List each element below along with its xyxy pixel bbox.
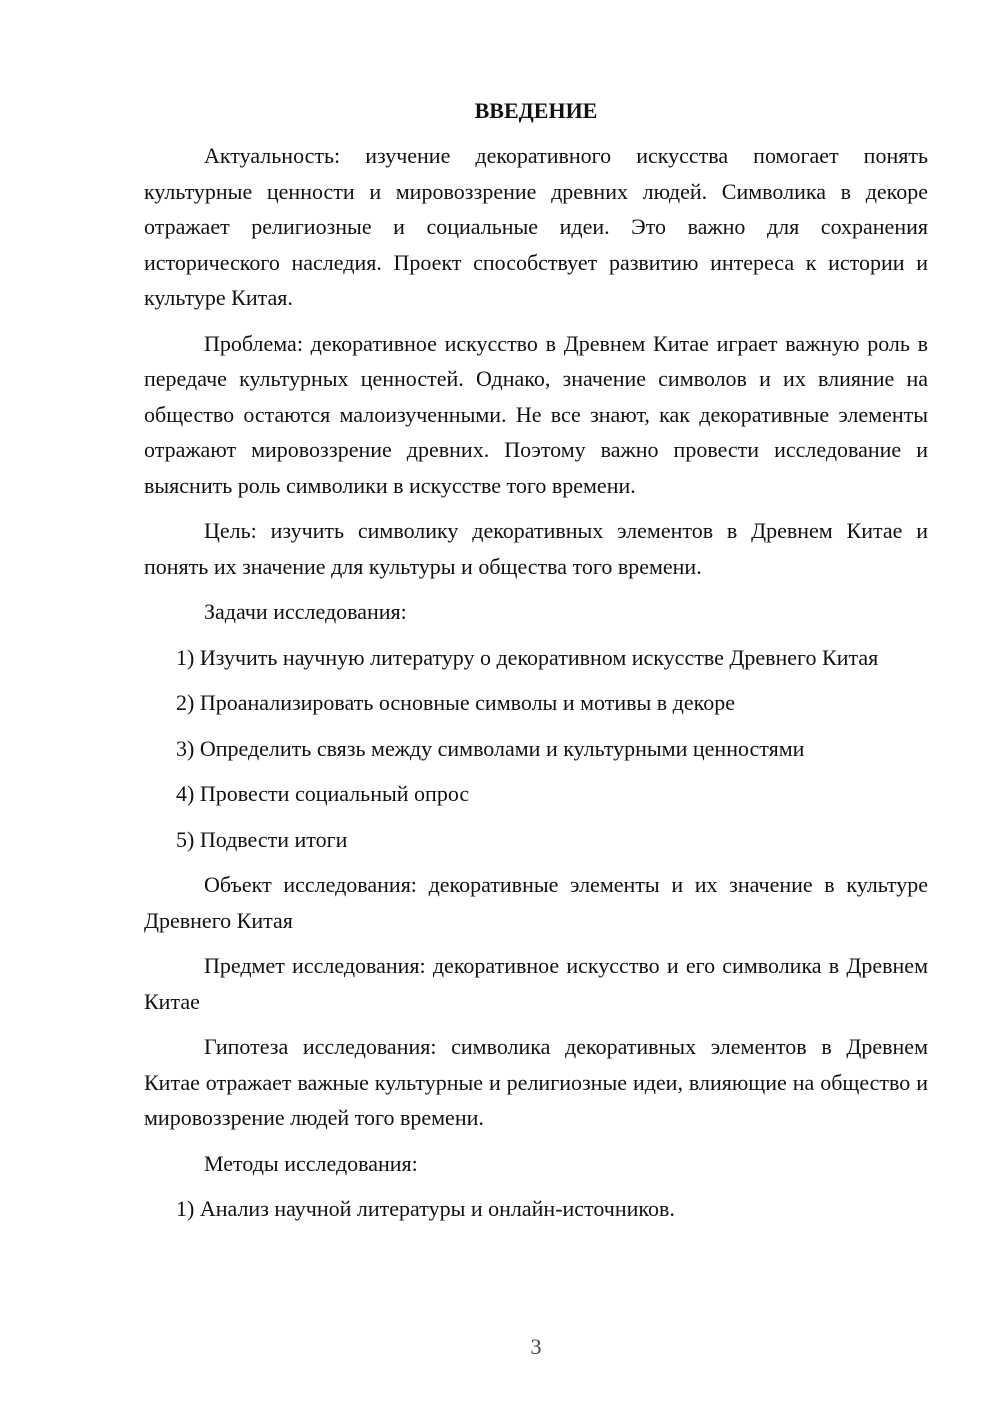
subject-paragraph: Предмет исследования: декоративное искусство и его символика в Древнем Китае — [144, 953, 928, 1014]
hypothesis-paragraph: Гипотеза исследования: символика декоративных элементов в Древнем Китае отражает важные культурные и религиозные идеи, влияющие на общество и мировоззрение людей того времени. — [144, 1034, 928, 1130]
task-item: 4) Провести социальный опрос — [176, 781, 470, 806]
task-item: 3) Определить связь между символами и культурными ценностями — [176, 735, 805, 761]
problem-paragraph: Проблема: декоративное искусство в Древнем Китае играет важную роль в передаче культурных ценностей. Однако, значение символов и их влияние на общество остаются малоизученными. Не все знают, как декоративные элементы отражают мировоззрение древних. Поэтому важно провести исследование и выяснить роль символики в искусстве того времени. — [144, 330, 928, 498]
page-number: 3 — [530, 1334, 542, 1359]
relevance-paragraph: Актуальность: изучение декоративного искусства помогает понять культурные ценности и мировоззрение древних людей. Символика в декоре отражает религиозные и социальные идеи. Это важно для сохранения исторического наследия. Проект способствует развитию интереса к истории и культуре Китая. — [144, 143, 928, 310]
section-title: ВВЕДЕНИЕ — [474, 98, 598, 123]
methods-heading: Методы исследования: — [204, 1150, 418, 1176]
method-item: 1) Анализ научной литературы и онлайн-источников. — [176, 1196, 675, 1221]
object-paragraph: Объект исследования: декоративные элементы и их значение в культуре Древнего Китая — [144, 872, 928, 933]
goal-paragraph: Цель: изучить символику декоративных элементов в Древнем Китае и понять их значение для культуры и общества того времени. — [144, 518, 928, 579]
page-content — [144, 96, 928, 1237]
task-item: 5) Подвести итоги — [176, 826, 348, 852]
task-item: 1) Изучить научную литературу о декоративном искусстве Древнего Китая — [176, 644, 879, 670]
task-item: 2) Проанализировать основные символы и мотивы в декоре — [176, 690, 735, 715]
tasks-heading: Задачи исследования: — [204, 599, 407, 624]
